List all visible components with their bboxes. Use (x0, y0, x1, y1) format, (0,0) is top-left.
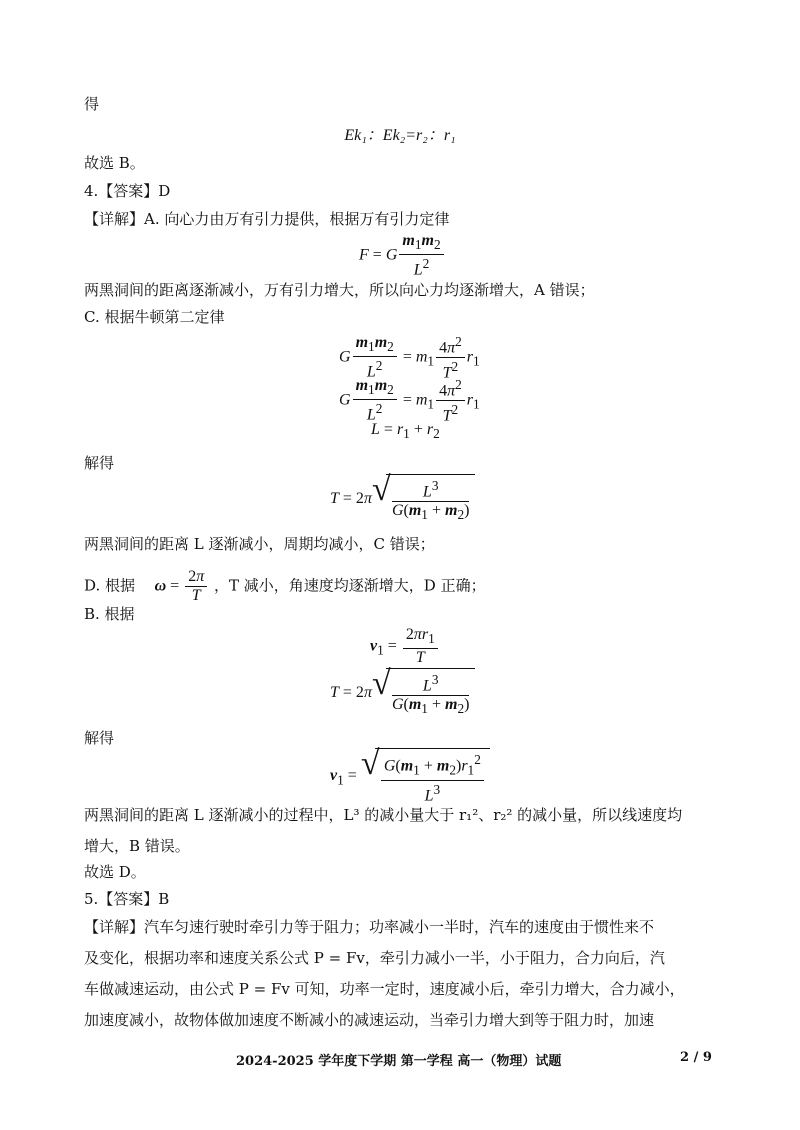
text-jiede-2: 解得 (84, 729, 115, 747)
equation-distance-sum: $L = r_1 + r_2$ (371, 421, 440, 442)
q5-line-4: 加速度减小，故物体做加速度不断减小的减速运动，当牵引力增大到等于阻力时，加速 (84, 1011, 655, 1029)
q5-line-3: 车做减速运动，由公式 P = Fv 可知，功率一定时，速度减小后，牵引力增大，合力减小， (84, 980, 685, 998)
equation-velocity-solved: $v_1$ = √ $\frac{G(m_1 + m_2)r_1^2}{L^3}$ (330, 748, 490, 805)
text-de: 得 (84, 95, 100, 113)
q4-line-a: 两黑洞间的距离逐渐减小，万有引力增大，所以向心力均逐渐增大，A 错误； (84, 281, 595, 299)
q4-line-b (84, 800, 720, 862)
q4-d-line: D. 根据 ω = $\frac{2\pi}{T}$ ，T 减小，角速度均逐渐增大，D 正确； (84, 568, 486, 604)
q4-line-b1: 两黑洞间的距离 L 逐渐减小的过程中，L³ 的减小量大于 r₁²、r₂² 的减小量，所以线速度均 (84, 806, 683, 824)
q4-line-b2: 增大，B 错误。 (84, 837, 190, 855)
text-choose-b: 故选 B。 (84, 154, 145, 172)
q4-b-according: B. 根据 (84, 605, 135, 623)
q5-line-2: 及变化，根据功率和速度关系公式 P = Fv，牵引力减小一半，小于阻力，合力向后，汽 (84, 949, 665, 967)
equation-gravity: F = G $\frac{m_1m_2}{L^2}$ (359, 232, 446, 280)
q4-d-suffix: ，T 减小，角速度均逐渐增大，D 正确； (214, 576, 486, 595)
footer-title: 2024-2025 学年度下学期 第一学程 高一（物理）试题 (236, 1054, 562, 1069)
q4-answer: 4.【答案】D (84, 182, 171, 200)
q4-c-newton: C. 根据牛顿第二定律 (84, 308, 225, 326)
q5-detail (84, 912, 720, 1036)
equation-period-2: T = 2π √ $\frac{L^3}{G(m_1 + m_2)}$ (330, 668, 475, 719)
q4-line-c: 两黑洞间的距离 L 逐渐减小，周期均减小，C 错误； (84, 535, 435, 553)
text-jiede-1: 解得 (84, 454, 115, 472)
q5-answer: 5.【答案】B (84, 890, 170, 908)
page-number: 2 / 9 (680, 1050, 712, 1065)
text-choose-d: 故选 D。 (84, 863, 146, 881)
q5-line-1: 【详解】汽车匀速行驶时牵引力等于阻力；功率减小一半时，汽车的速度由于惯性来不 (84, 918, 655, 936)
equation-velocity: $v_1$ = $\frac{2\pi r_1}{T}$ (370, 626, 440, 667)
omega-formula (142, 577, 148, 597)
q4-detail-a: 【详解】A. 向心力由万有引力提供，根据万有引力定律 (84, 210, 450, 228)
equation-newton-2: G $\frac{m_1m_2}{L^2}$ = $m_1$ $\frac{4\pi^2}{T^2}$ $r_1$ (339, 377, 480, 425)
equation-period-1: T = 2π √ $\frac{L^3}{G(m_1 + m_2)}$ (330, 474, 475, 525)
q4-d-prefix: D. 根据 (84, 576, 136, 595)
equation-newton-1: G $\frac{m_1m_2}{L^2}$ = $m_1$ $\frac{4\pi^2}{T^2}$ $r_1$ (339, 334, 480, 382)
equation-ek-ratio: Ek₁：Ek₂=r₂：r₁ (344, 127, 456, 144)
